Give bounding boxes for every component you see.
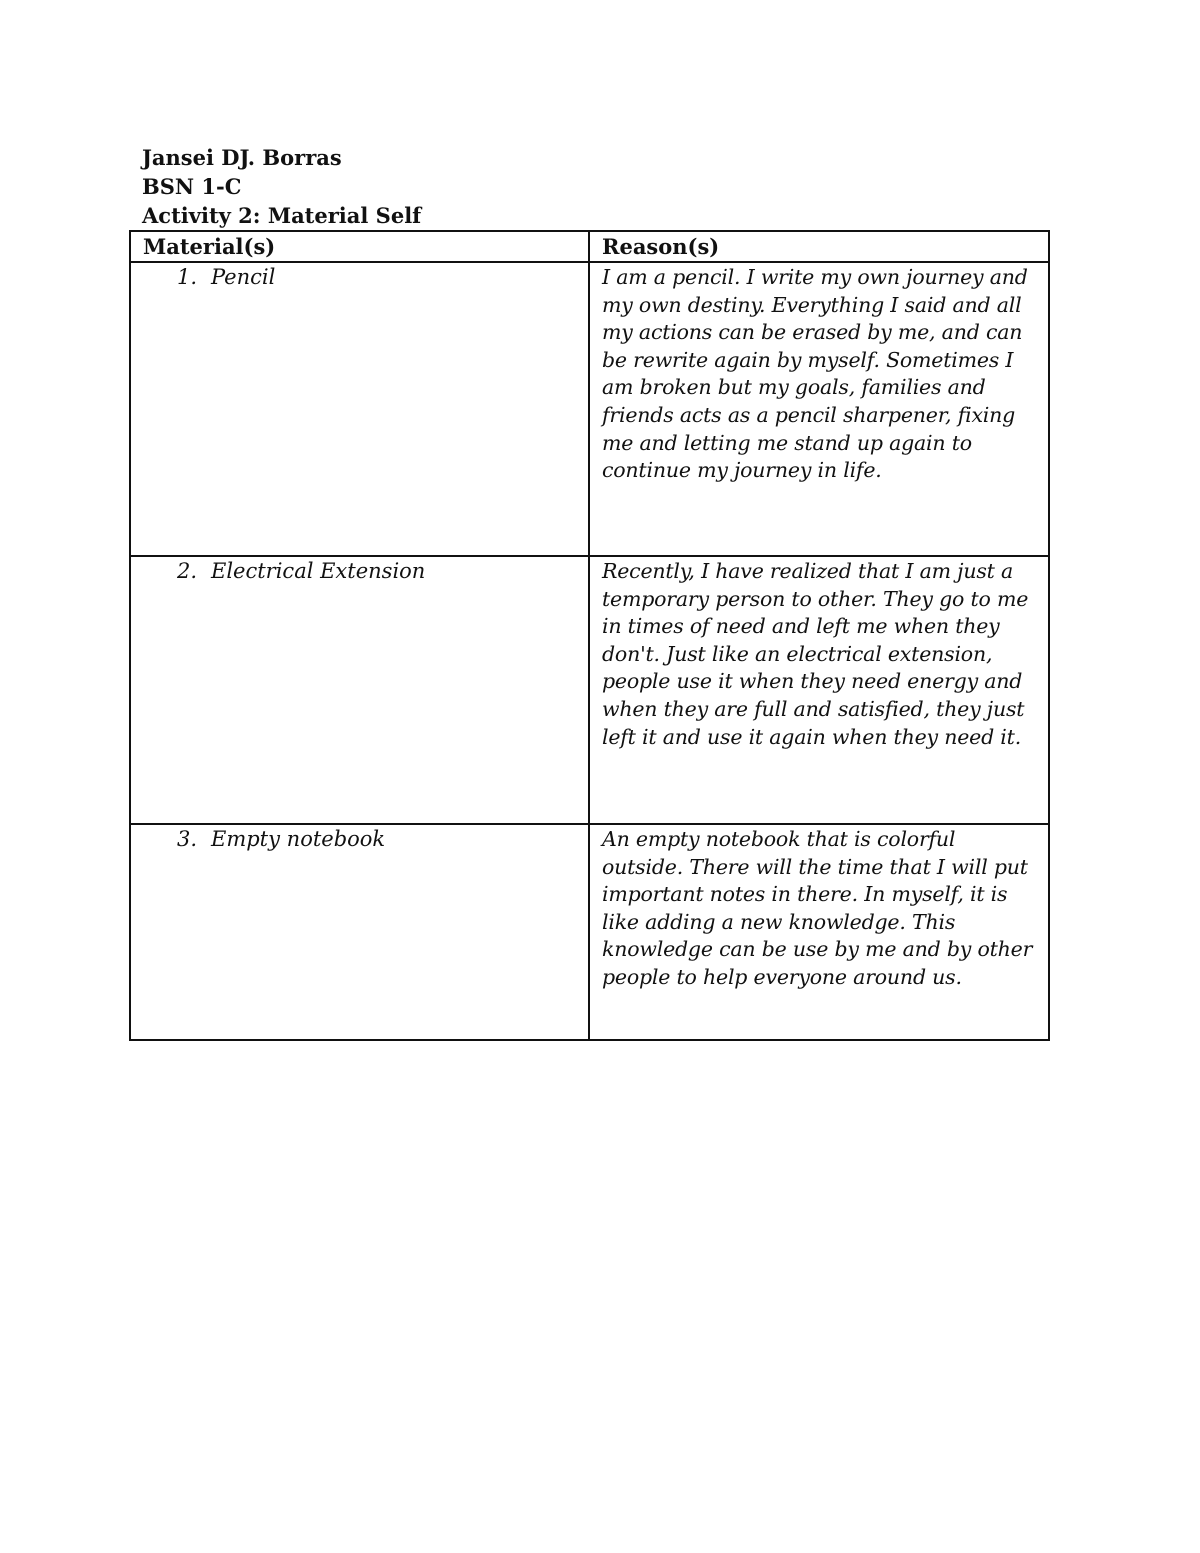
material-cell [130,556,589,824]
reason-cell: I am a pencil. I write my own journey and my own destiny. Everything I said and all my actions can be erased by me, and can be rewrite again by myself. Sometimes I am broken but my goals, families and friends acts as a pencil sharpener, fixing me and letting me stand up again to continue my journey in life. [589,262,1049,556]
table-header-row [130,231,1049,262]
material-name: Empty notebook [211,827,386,851]
material-self-table [129,230,1050,1041]
reasons-column-header: Reason(s) [589,231,1049,262]
material-cell [130,262,589,556]
student-section: BSN 1-C [142,174,242,199]
materials-column-header: Material(s) [130,231,589,262]
student-name: Jansei DJ. Borras [142,145,342,170]
reason-cell: Recently, I have realized that I am just a temporary person to other. They go to me in times of need and left me when they don't. Just like an electrical extension, people use it when they need energy and when they are full and satisfied, they just left it and use it again when they need it. [589,556,1049,824]
table-row [130,824,1049,1040]
item-number: 1. [177,265,198,289]
document-header [142,143,421,230]
material-name: Pencil [211,265,276,289]
table-row [130,556,1049,824]
material-name: Electrical Extension [211,559,426,583]
reason-cell: An empty notebook that is colorful outside. There will the time that I will put important notes in there. In myself, it is like adding a new knowledge. This knowledge can be use by me and by other people to help everyone around us. [589,824,1049,1040]
material-cell [130,824,589,1040]
table-row [130,262,1049,556]
item-number: 2. [177,559,198,583]
item-number: 3. [177,827,198,851]
activity-title: Activity 2: Material Self [142,203,422,228]
